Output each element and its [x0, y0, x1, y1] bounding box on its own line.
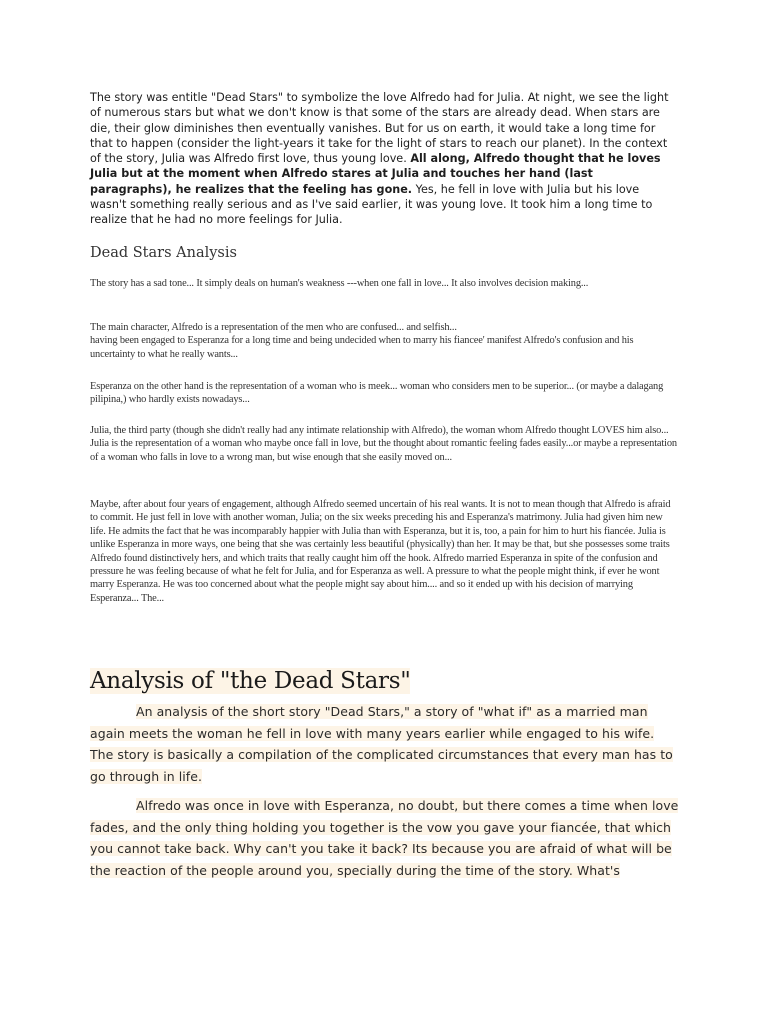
analysis-paragraph-alfredo — [90, 321, 680, 361]
essay-heading — [90, 668, 410, 694]
essay-paragraph-2 — [90, 795, 680, 881]
intro-text-2: Yes, he fell in love with Julia but his love wasn't something really serious and as I've said earlier, it was young love. It took him a long time to realize that he had no more feelings for Julia. — [90, 182, 653, 227]
analysis-alfredo-text: The main character, Alfredo is a representation of the men who are confused... and selfish... having been engaged to Esperanza for a long time and being undecided when to marry his fiancee' manifest Alfredo's confusion and his uncertainty to what he really wants... — [90, 322, 634, 360]
analysis-paragraph-esperanza: Esperanza on the other hand is the representation of a woman who is meek... woman who considers men to be superior... (or maybe a dalagang pilipina,) who hardly exists nowadays... — [90, 381, 664, 406]
intro-bold-text: All along, Alfredo thought that he loves Julia but at the moment when Alfredo stares at Julia and touches her hand (last paragraphs), he realizes that the feeling has gone. — [90, 152, 661, 196]
intro-text-1: The story was entitle "Dead Stars" to symbolize the love Alfredo had for Julia. At night, we see the light of numerous stars but what we don't know is that some of the stars are already dead. When stars are die, their glow diminishes then eventually vanishes. But for us on earth, it would take a long time for that to happen (consider the light-years it take for the light of stars to reach our planet). In the context of the story, Julia was Alfredo first love, thus young love. — [90, 91, 669, 166]
analysis-paragraph-engagement: Maybe, after about four years of engagement, although Alfredo seemed uncertain of his real wants. It is not to mean though that Alfredo is afraid to commit. He just fell in love with another woman, Julia; on the six weeks preceding his and Esperanza's matrimony. Julia had given him new life. He admits the fact that he was incomparably happier with Julia than with Esperanza, but it is, too, a pain for him to hurt his fiancée. Julia is unlike Esperanza in more ways, one being that she was certainly less beautiful (physically) than her. It may be that, but she possesses some traits Alfredo found distinctively hers, and which traits that really caught him off the hook. Alfredo married Esperanza in spite of the confusion and pressure he was feeling because of what he felt for Julia, and for Esperanza as well. A pressure to what the people might think, if ever he wont marry Esperanza. He was too concerned about what the people might say about him.... and so it ended up with his decision of marrying Esperanza... The... — [90, 499, 671, 604]
analysis-paragraph-julia: Julia, the third party (though she didn't really had any intimate relationship with Alfredo), the woman whom Alfredo thought LOVES him also... Julia is the representation of a woman who maybe once fall in love, but the thought about romantic feeling fades easily...or maybe a representation of a woman who falls in love to a wrong man, but wise enough that she easily moved on... — [90, 425, 677, 463]
essay-paragraph-1 — [90, 701, 680, 787]
essay-heading-text: Analysis of "the Dead Stars" — [90, 668, 411, 694]
intro-paragraph — [90, 90, 678, 228]
essay-paragraph-1-text: An analysis of the short story "Dead Stars," a story of "what if" as a married man again meets the woman he fell in love with many years earlier while engaged to his wife. The story is basically a compilation of the complicated circumstances that every man has to go through in life. — [90, 704, 673, 784]
dead-stars-analysis-heading: Dead Stars Analysis — [90, 245, 237, 261]
essay-paragraph-2-text: Alfredo was once in love with Esperanza, no doubt, but there comes a time when love fades, and the only thing holding you together is the vow you gave your fiancée, that which you cannot take back. Why can't you take it back? Its because you are afraid of what will be the reaction of the people around you, specially during the time of the story. What's — [90, 798, 679, 878]
analysis-paragraph-tone: The story has a sad tone... It simply deals on human's weakness ---when one fall in love... It also involves decision making... — [90, 278, 589, 289]
